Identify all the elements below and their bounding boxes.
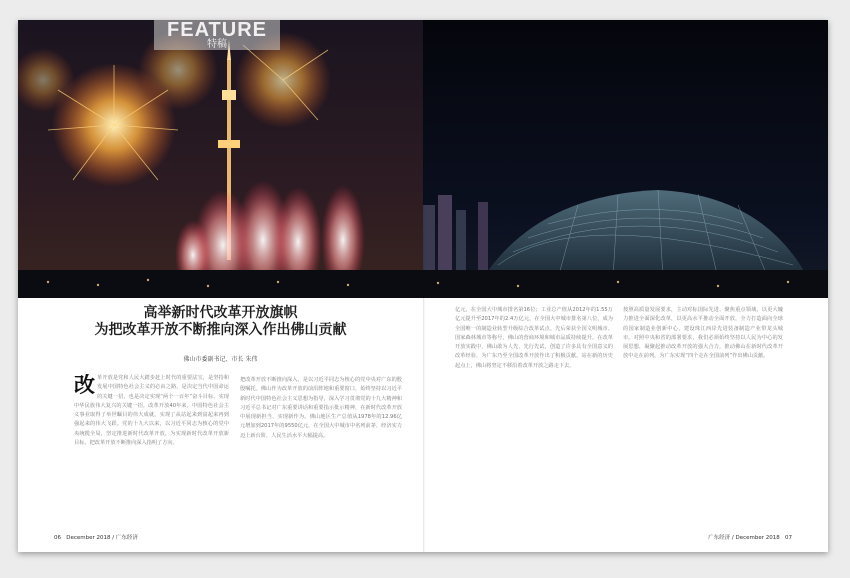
article-title-line1: 高举新时代改革开放旗帜 [143,305,298,321]
article-column-4-text: 按照高质量发展要求，主动对标国际先进、聚焦重点领域，以更大魄力推进全面深化改革，以更高水平推动全面开放，全力打造面向全球的国家制造业创新中心，建设珠江西岸先进装备制造产业带龙头城市。对照中央和省的部署要求，我们必须始终坚持以人民为中心的发展思想，凝聚起推动改革开放的强大合力，推动佛山在新时代改革开放中走在前列，为广东实现“四个走在全国前列”作出佛山贡献。 [623,307,783,360]
article-column-1 [74,374,229,526]
article-column-1-text: 革开放是党和人民大踏步赶上时代的重要法宝，是坚持和发展中国特色社会主义的必由之路，是决定当代中国命运的关键一招，也是决定实现“两个一百年”奋斗目标、实现中华民族伟大复兴的关键一招。改革开放40年来，中国特色社会主义事业取得了举世瞩目的伟大成就，实现了从站起来到富起来再到强起来的伟大飞跃。党的十九大以来，以习近平同志为核心的党中央统揽全局，坚定推进新时代改革开放，为实现新时代改革开放新目标、把改革开放不断推向深入指明了方向。 [74,375,229,447]
footer-left-text: December 2018 / 广东经济 [66,535,138,541]
footer-right [708,533,792,541]
article-column-3 [455,306,613,526]
footer-left [54,533,138,541]
article-title-line2: 为把改革开放不断推向深入作出佛山贡献 [94,322,347,338]
feature-label-en: FEATURE [167,20,267,41]
article-column-2 [240,376,402,526]
article-column-4 [623,306,783,526]
article-title [18,305,423,339]
page-number-left: 06 [54,535,61,541]
drop-cap: 改 [74,374,95,397]
article-column-3-text: 亿元，在全国大中城市排名第16位；工业总产值从2012年的1.55万亿元提升至2017年的2.4万亿元，在全国大中城市排名第八位，成为全国唯一的制造业转型升级综合改革试点。先后荣获全国文明城市、国家森林城市等称号，佛山的营商环境和城市品质持续提升。在改革开放实践中，佛山敢为人先、先行先试，创造了许多具有全国意义的改革经验，为广东乃至全国改革开放作出了积极贡献。站在新的历史起点上，佛山将坚定不移沿着改革开放之路走下去。 [455,307,613,369]
page-number-right: 07 [785,535,792,541]
feature-label-cn: 特稿 [207,39,227,50]
page-fold [423,20,425,552]
magazine-spread [18,20,828,552]
footer-right-text: 广东经济 / December 2018 [708,535,780,541]
article-author: 佛山市委副书记、市长 朱伟 [183,356,258,363]
feature-label [154,20,280,50]
article-column-2-text: 把改革开放不断推向深入，是以习近平同志为核心的党中央对广东的殷殷嘱托。佛山作为改革开放的前沿阵地和重要窗口，始终坚持以习近平新时代中国特色社会主义思想为指导，深入学习贯彻党的十九大精神和习近平总书记对广东重要讲话和重要指示批示精神，在新时代改革开放中展现新担当、实现新作为。佛山地区生产总值从1978年的12.96亿元增加到2017年的9550亿元，在全国大中城市中名列前茅，经济实力迈上新台阶，人民生活水平大幅提高。 [240,377,402,439]
